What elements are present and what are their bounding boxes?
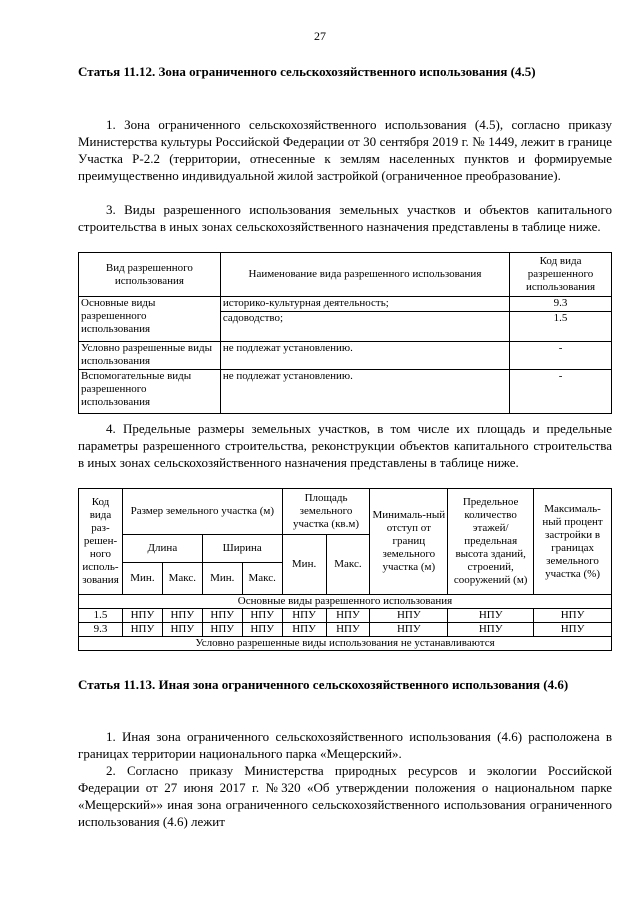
header-length-max: Макс. (162, 563, 202, 595)
cell: НПУ (282, 623, 326, 637)
section-row (79, 637, 612, 651)
size-limits-table (78, 488, 612, 651)
header-min-offset: Минималь-ный отступ от границ земельного участка (м) (370, 489, 448, 595)
cell: НПУ (534, 623, 612, 637)
header-length-min: Мин. (122, 563, 162, 595)
header-width-min: Мин. (202, 563, 242, 595)
row-code: 1.5 (79, 609, 123, 623)
cell: НПУ (162, 609, 202, 623)
cell: НПУ (370, 623, 448, 637)
header-plot-size: Размер земельного участка (м) (122, 489, 282, 535)
table-row (79, 297, 612, 312)
cell: НПУ (448, 609, 534, 623)
table-header-row (79, 489, 612, 535)
cell: НПУ (448, 623, 534, 637)
header-code: Код вида раз-решен-ного исполь-зования (79, 489, 123, 595)
cell: НПУ (242, 609, 282, 623)
article-11-12-paragraph-1: 1. Зона ограниченного сельскохозяйственного использования (4.5), согласно приказу Министерства культуры Российской Федерации от 30 сентября 2019 г. № 1449, лежит в границе Участка Р-2.2 (территории, отнесенные к землям населенных пунктов и формируемые преимущественно индивидуальной жилой застройкой (ограниченное преобразование). (78, 117, 612, 183)
header-area: Площадь земельного участка (кв.м) (282, 489, 370, 535)
cell: НПУ (122, 609, 162, 623)
permitted-use-table (78, 252, 612, 414)
page-number: 27 (314, 29, 326, 43)
row-name: садоводство; (220, 312, 509, 342)
header-area-min: Мин. (282, 535, 326, 595)
row-code: 9.3 (79, 623, 123, 637)
table-header-row (79, 253, 612, 297)
section-row (79, 595, 612, 609)
row-name: историко-культурная деятельность; (220, 297, 509, 312)
article-11-12-paragraph-4: 4. Предельные размеры земельных участков, в том числе их площадь и предельные параметры разрешенного строительства, реконструкции объектов капитального строительства в иных зонах сельскохозяйственного назначения представлены в таблице ниже. (78, 421, 612, 470)
article-11-12-paragraph-3: 3. Виды разрешенного использования земельных участков и объектов капитального строительства в иных зонах сельскохозяйственного назначения представлены в таблице ниже. (78, 202, 612, 234)
header-area-max: Макс. (326, 535, 370, 595)
row-code: 9.3 (510, 297, 612, 312)
header-use-code: Код вида разрешенного использования (510, 253, 612, 297)
table-row (79, 370, 612, 414)
article-11-13-heading: Статья 11.13. Иная зона ограниченного сельскохозяйственного использования (4.6) (78, 677, 569, 692)
section-main-uses: Основные виды разрешенного использования (79, 595, 612, 609)
header-max-percent: Максималь-ный процент застройки в границах земельного участка (%) (534, 489, 612, 595)
cell: НПУ (202, 609, 242, 623)
row-name: не подлежат установлению. (220, 370, 509, 414)
cell: НПУ (122, 623, 162, 637)
table-row (79, 623, 612, 637)
cell: НПУ (534, 609, 612, 623)
row-code: - (510, 342, 612, 370)
header-use-name: Наименование вида разрешенного использования (220, 253, 509, 297)
header-floors-height: Предельное количество этажей/ предельная высота зданий, строений, сооружений (м) (448, 489, 534, 595)
row-type-main: Основные виды разрешенного использования (79, 297, 221, 342)
header-length: Длина (122, 535, 202, 563)
table-row (79, 342, 612, 370)
article-11-13-paragraph-1: 1. Иная зона ограниченного сельскохозяйственного использования (4.6) расположена в границах территории национального парка «Мещерский». (78, 729, 612, 761)
cell: НПУ (282, 609, 326, 623)
table-row (79, 609, 612, 623)
row-type-auxiliary: Вспомогательные виды разрешенного использования (79, 370, 221, 414)
row-code: - (510, 370, 612, 414)
row-name: не подлежат установлению. (220, 342, 509, 370)
row-code: 1.5 (510, 312, 612, 342)
header-use-type: Вид разрешенного использования (79, 253, 221, 297)
section-conditional-uses: Условно разрешенные виды использования не устанавливаются (79, 637, 612, 651)
cell: НПУ (326, 609, 370, 623)
cell: НПУ (242, 623, 282, 637)
cell: НПУ (202, 623, 242, 637)
header-width: Ширина (202, 535, 282, 563)
article-11-12-heading: Статья 11.12. Зона ограниченного сельскохозяйственного использования (4.5) (78, 64, 536, 79)
article-11-13-paragraph-2: 2. Согласно приказу Министерства природных ресурсов и экологии Российской Федерации от 27 июня 2017 г. №320 «Об утверждении положения о национальном парке «Мещерский»» иная зона ограниченного сельскохозяйственного использования ограниченного использования (4.6) лежит (78, 763, 612, 829)
row-type-conditional: Условно разрешенные виды использования (79, 342, 221, 370)
cell: НПУ (370, 609, 448, 623)
header-width-max: Макс. (242, 563, 282, 595)
cell: НПУ (326, 623, 370, 637)
cell: НПУ (162, 623, 202, 637)
